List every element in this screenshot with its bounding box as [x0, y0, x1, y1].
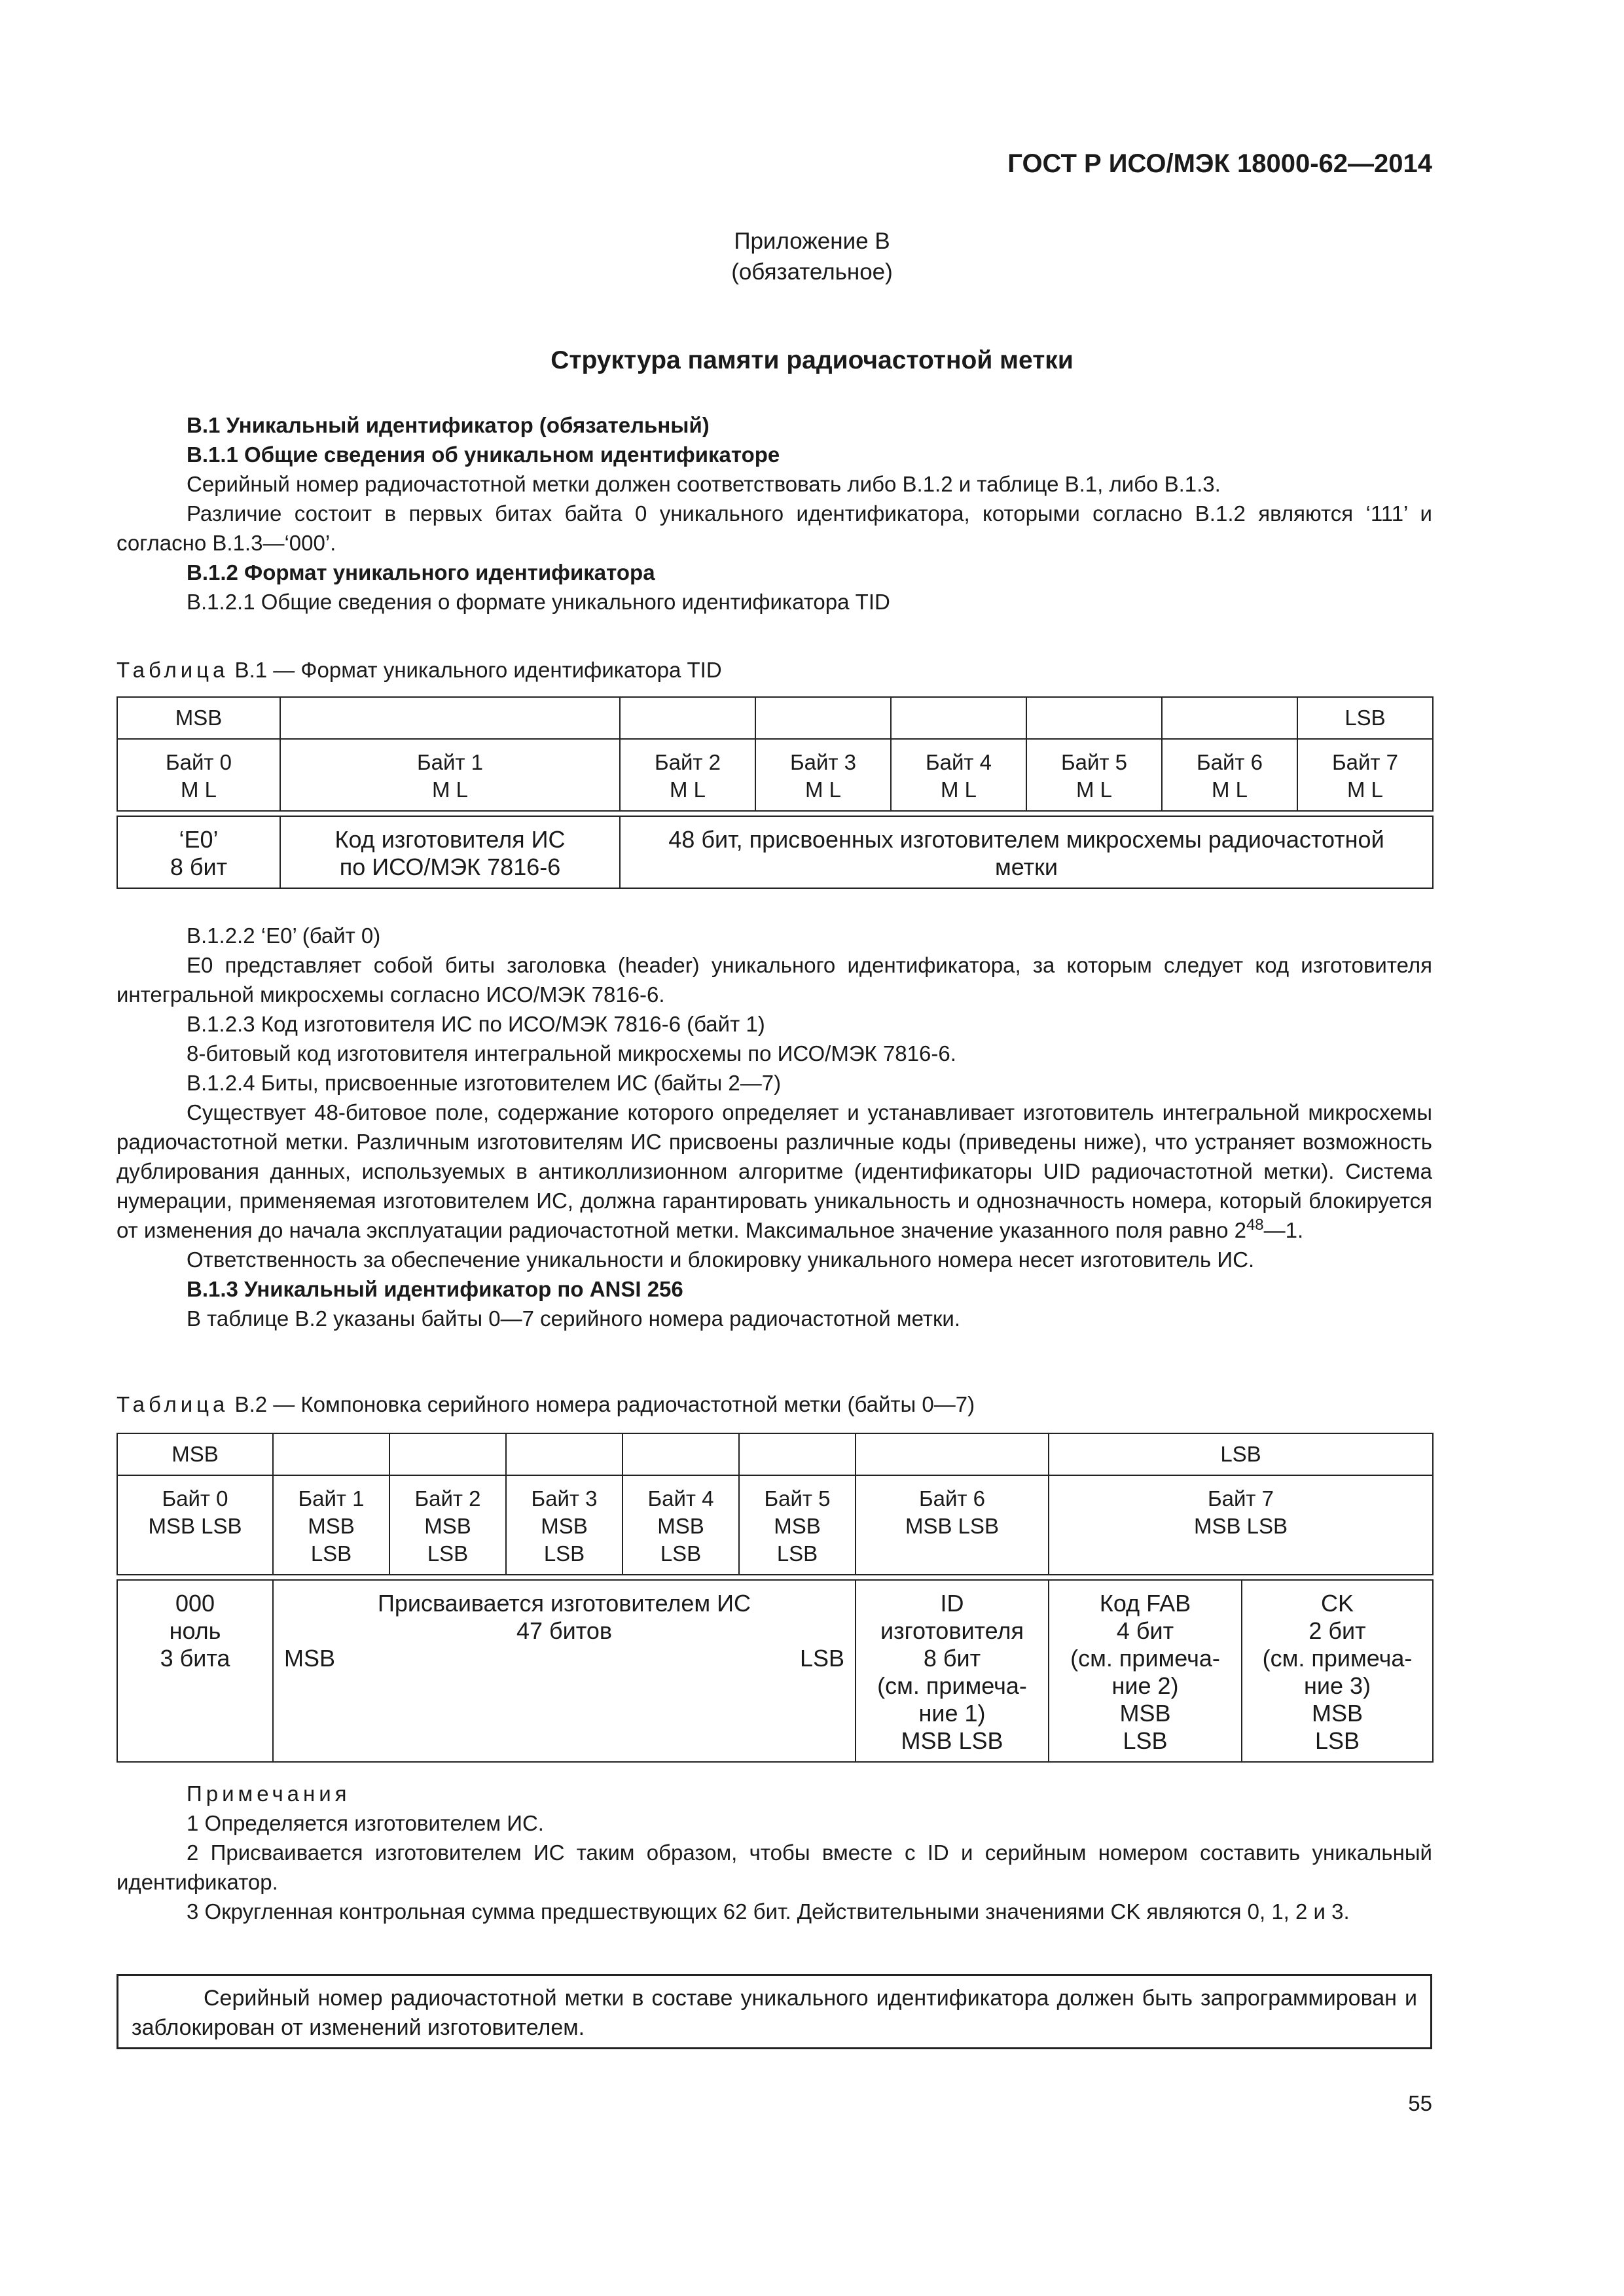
- table1-empty-cell: [891, 697, 1026, 739]
- page-number: 55: [1408, 2091, 1432, 2115]
- main-title: Структура памяти радиочастотной метки: [550, 346, 1074, 374]
- table1-e0-cell: ‘E0’ 8 бит: [117, 816, 280, 888]
- responsibility-paragraph: Ответственность за обеспечение уникальности и блокировку уникального номера несет изготовитель ИС.: [187, 1247, 1255, 1272]
- table1-empty-cell: [280, 697, 620, 739]
- notes-heading: Примечания: [187, 1782, 351, 1806]
- table2-byte-cell: Байт 1 MSB LSB: [273, 1475, 389, 1575]
- table1-byte-cell: Байт 5 M L: [1026, 739, 1162, 811]
- table2-lsb-cell: LSB: [1049, 1433, 1433, 1475]
- table-b2: [117, 1433, 1434, 1763]
- table2-caption-rest: В.2 — Компоновка серийного номера радиочастотной метки (байты 0—7): [228, 1392, 975, 1416]
- table1-byte-cell: Байт 2 M L: [620, 739, 755, 811]
- b122-paragraph: E0 представляет собой биты заголовка (header) уникального идентификатора, за которым следует код изготовителя интегральной микросхемы согласно ИСО/МЭК 7816-6.: [117, 953, 1432, 1007]
- table1-content-row: [117, 816, 1433, 888]
- table-b1: [117, 696, 1434, 889]
- b11-title: В.1.1 Общие сведения об уникальном идентификаторе: [187, 442, 780, 467]
- table1-caption-prefix: Таблица: [117, 658, 229, 682]
- table2-bytes-row: [117, 1475, 1433, 1575]
- table2-caption-prefix: Таблица: [117, 1392, 229, 1416]
- table2-empty-cell: [623, 1433, 739, 1475]
- table2-fab-cell: Код FAB 4 бит (см. примеча- ние 2) MSB LSB: [1049, 1580, 1242, 1762]
- table1-msb-cell: MSB: [117, 697, 280, 739]
- table1-byte-cell: Байт 6 M L: [1162, 739, 1297, 811]
- document-id: ГОСТ Р ИСО/МЭК 18000-62—2014: [1007, 149, 1432, 178]
- framed-text: Серийный номер радиочастотной метки в составе уникального идентификатора должен быть запрограммирован и заблокирован от изменений изготовителем.: [132, 1986, 1417, 2040]
- b11-paragraph-2: Различие состоит в первых битах байта 0 уникального идентификатора, которыми согласно В.1.2 являются ‘111’ и согласно В.1.3—‘000’.: [117, 501, 1432, 555]
- b123-paragraph: 8-битовый код изготовителя интегральной микросхемы по ИСО/МЭК 7816-6.: [187, 1041, 956, 1066]
- table2-byte-cell: Байт 5 MSB LSB: [739, 1475, 856, 1575]
- table2-byte7-cell: Байт 7 MSB LSB: [1049, 1475, 1433, 1575]
- table1-empty-cell: [620, 697, 755, 739]
- table2-byte-cell: Байт 3 MSB LSB: [506, 1475, 623, 1575]
- table2-msb-cell: MSB: [117, 1433, 273, 1475]
- table2-id-cell: ID изготовителя 8 бит (см. примеча- ние 1) MSB LSB: [856, 1580, 1049, 1762]
- table1-byte-cell: Байт 0 M L: [117, 739, 280, 811]
- table1-byte-cell: Байт 4 M L: [891, 739, 1026, 811]
- b13-title: В.1.3 Уникальный идентификатор по ANSI 256: [187, 1277, 683, 1301]
- annex-status: (обязательное): [731, 259, 893, 285]
- table2-byte-cell: Байт 4 MSB LSB: [623, 1475, 739, 1575]
- b124-heading: В.1.2.4 Биты, присвоенные изготовителем ИС (байты 2—7): [187, 1071, 782, 1095]
- table1-byte-cell: Байт 1 M L: [280, 739, 620, 811]
- b13-paragraph: В таблице В.2 указаны байты 0—7 серийного номера радиочастотной метки.: [187, 1306, 960, 1331]
- table2-empty-cell: [739, 1433, 856, 1475]
- table2-byte0-cell: Байт 0 MSB LSB: [117, 1475, 273, 1575]
- b1-title: В.1 Уникальный идентификатор (обязательный): [187, 413, 710, 437]
- annex-heading: [0, 226, 1624, 287]
- note-3: 3 Округленная контрольная сумма предшествующих 62 бит. Действительными значениями CK являются 0, 1, 2 и 3.: [187, 1899, 1350, 1924]
- table1-empty-cell: [755, 697, 891, 739]
- table1-caption-rest: В.1 — Формат уникального идентификатора TID: [228, 658, 722, 682]
- table2-byte-cell: Байт 2 MSB LSB: [389, 1475, 506, 1575]
- table2-zero-cell: 000 ноль 3 бита: [117, 1580, 273, 1762]
- table2-empty-cell: [506, 1433, 623, 1475]
- note-1: 1 Определяется изготовителем ИС.: [187, 1811, 544, 1835]
- note-2: 2 Присваивается изготовителем ИС таким образом, чтобы вместе с ID и серийным номером составить уникальный идентификатор.: [117, 1840, 1432, 1894]
- framed-requirement: [117, 1974, 1432, 2049]
- table2-empty-cell: [273, 1433, 389, 1475]
- table2-empty-cell: [389, 1433, 506, 1475]
- table1-caption: [117, 655, 722, 685]
- b12-title: В.1.2 Формат уникального идентификатора: [187, 560, 655, 584]
- table2-content-row: [117, 1580, 1433, 1762]
- table1-empty-cell: [1162, 697, 1297, 739]
- table1-manufacturer-cell: Код изготовителя ИС по ИСО/МЭК 7816-6: [280, 816, 620, 888]
- table2-assigned-cell: Присваивается изготовителем ИС 47 битов MSB LSB: [273, 1580, 856, 1762]
- section-b1: [117, 410, 1432, 617]
- table2-caption: [117, 1390, 975, 1419]
- table2-ck-cell: CK 2 бит (см. примеча- ние 3) MSB LSB: [1242, 1580, 1433, 1762]
- b123-heading: В.1.2.3 Код изготовителя ИС по ИСО/МЭК 7816-6 (байт 1): [187, 1012, 765, 1036]
- table1-lsb-cell: LSB: [1297, 697, 1433, 739]
- table1-byte-cell: Байт 3 M L: [755, 739, 891, 811]
- section-b12x: [117, 921, 1432, 1333]
- table1-byte-cell: Байт 7 M L: [1297, 739, 1433, 811]
- b11-paragraph-1: Серийный номер радиочастотной метки должен соответствовать либо В.1.2 и таблице В.1, либо В.1.3.: [187, 472, 1221, 496]
- table2-header-row: [117, 1433, 1433, 1475]
- annex-title: Приложение В: [734, 228, 890, 254]
- table2-byte6-cell: Байт 6 MSB LSB: [856, 1475, 1049, 1575]
- b122-heading: В.1.2.2 ‘E0’ (байт 0): [187, 924, 381, 948]
- table1-48bit-cell: 48 бит, присвоенных изготовителем микросхемы радиочастотной метки: [620, 816, 1433, 888]
- notes-block: [117, 1779, 1432, 1926]
- table2-empty-cell: [856, 1433, 1049, 1475]
- table1-empty-cell: [1026, 697, 1162, 739]
- table1-header-row: [117, 697, 1433, 739]
- b124-paragraph: Существует 48-битовое поле, содержание которого определяет и устанавливает изготовитель интегральной микросхемы радиочастотной метки. Различным изготовителям ИС присвоены различные коды (приведены ниже), что устраняет возможность дублирования данных, используемых в антиколлизионном алгоритме (идентификаторы UID радиочастотной метки). Система нумерации, применяемая изготовителем ИС, должна гарантировать уникальность и однозначность номера, который блокируется от изменения до начала эксплуатации радиочастотной метки. Максимальное значение указанного поля равно $2^{48}—1$.: [117, 1100, 1432, 1242]
- table1-bytes-row: [117, 739, 1433, 811]
- b121-heading: В.1.2.1 Общие сведения о формате уникального идентификатора TID: [187, 590, 890, 614]
